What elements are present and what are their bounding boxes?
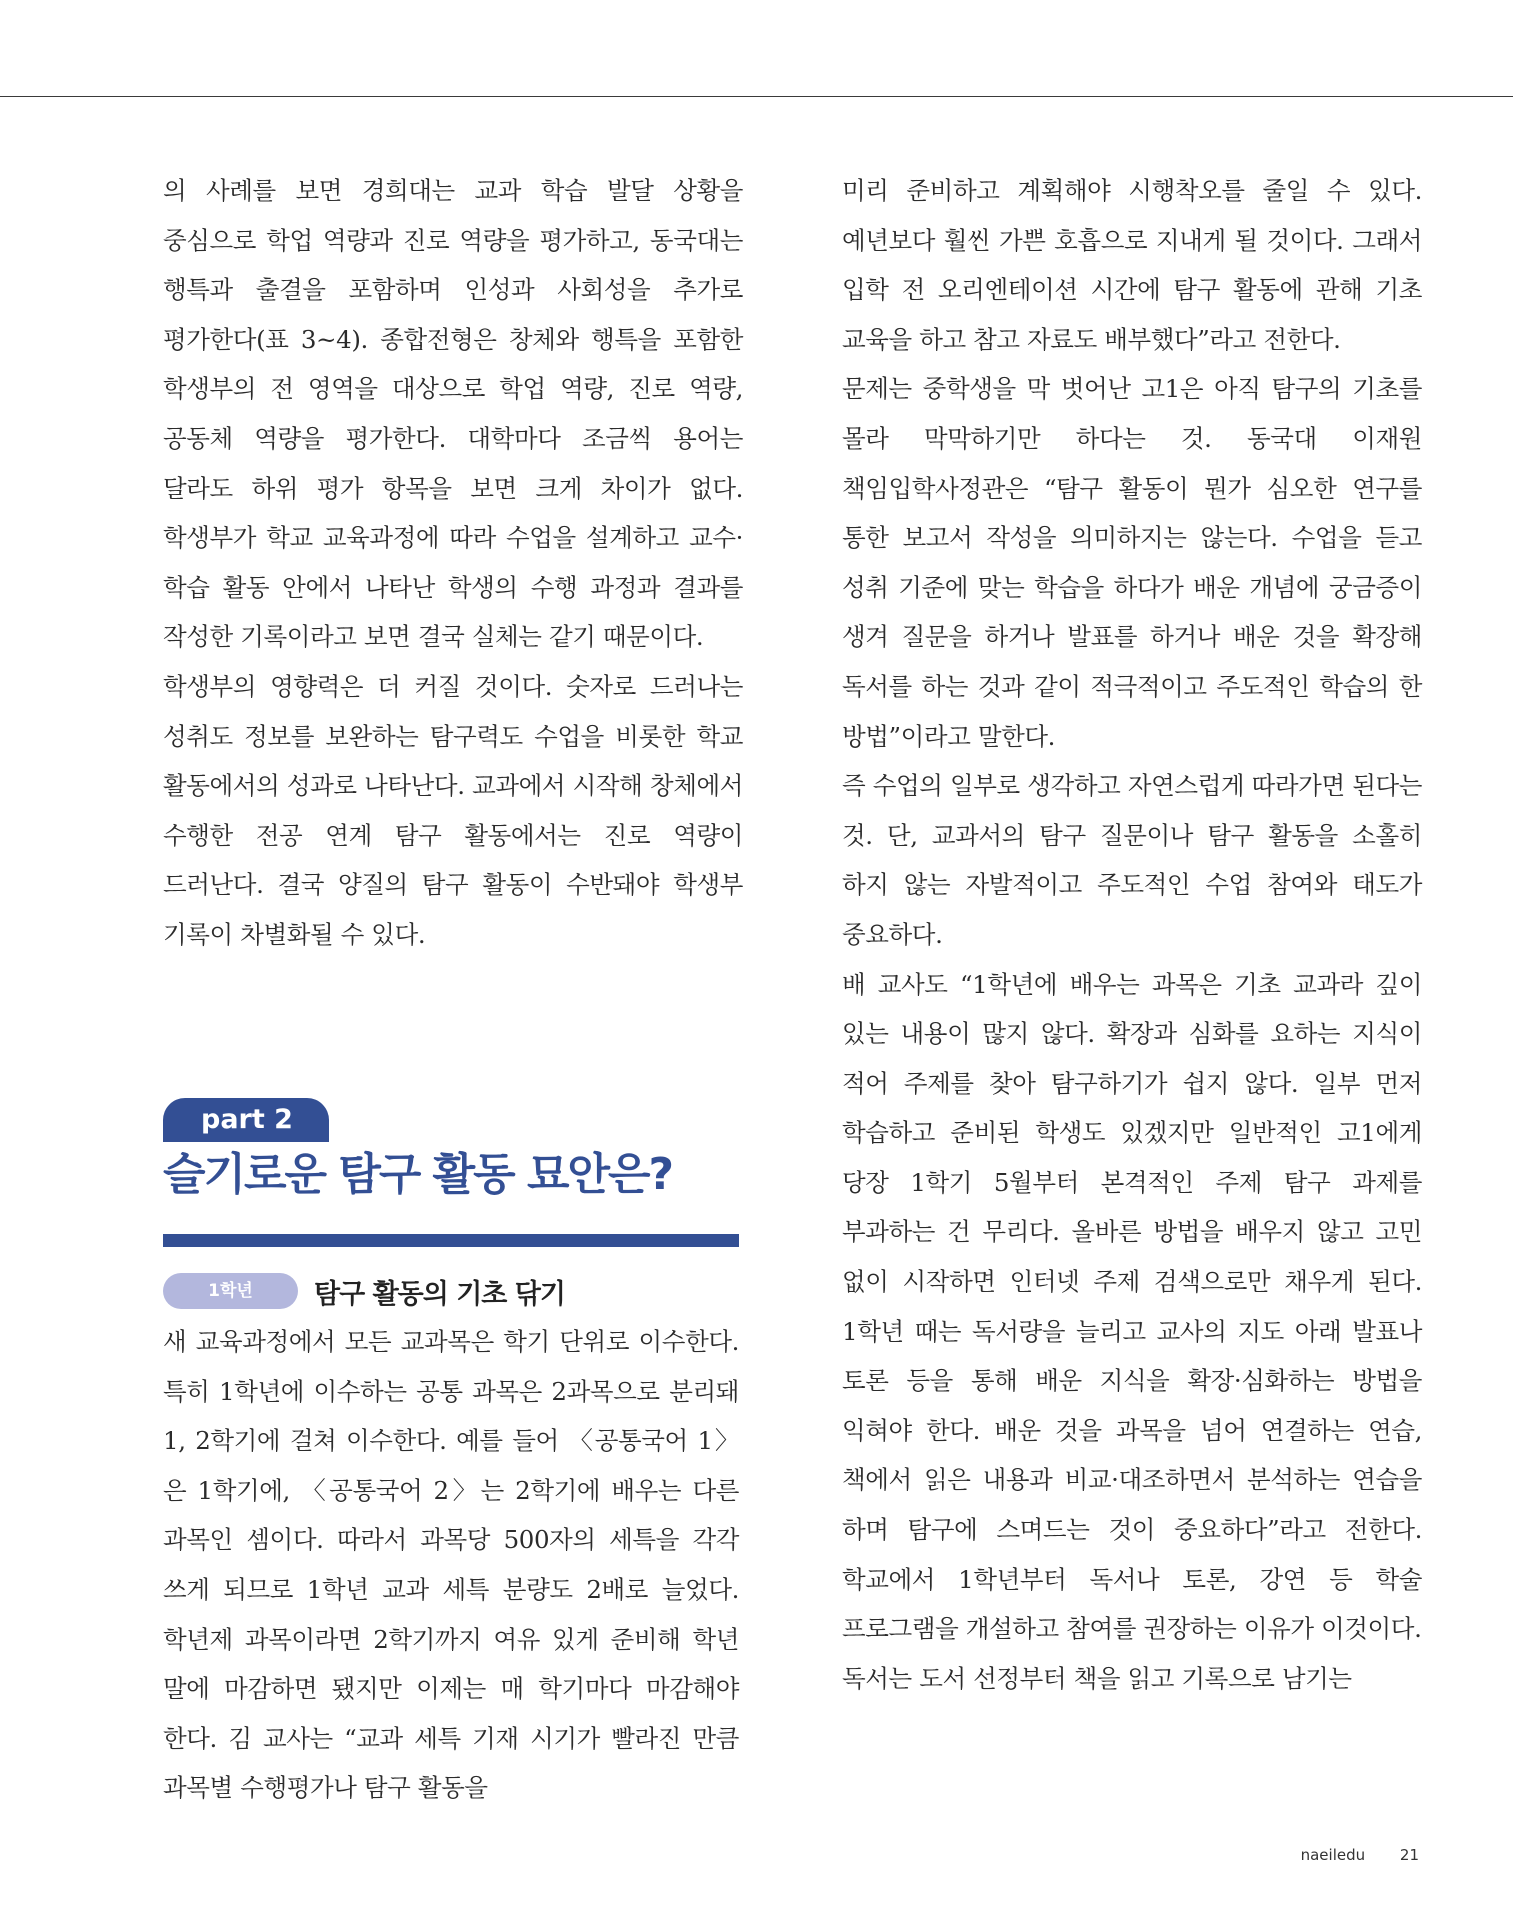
part2-section [163,1098,739,1813]
part-badge: part 2 [163,1098,329,1142]
body-paragraph: 미리 준비하고 계획해야 시행착오를 줄일 수 있다. 예년보다 훨씬 가쁜 호흡으로 지내게 될 것이다. 그래서 입학 전 오리엔테이션 시간에 탐구 활동에 관해 기초 교육을 하고 참고 자료도 배부했다”라고 전한다. [842,176,1422,354]
left-column [163,166,743,960]
header-rule [0,96,1513,97]
body-paragraph: 새 교육과정에서 모든 교과목은 학기 단위로 이수한다. 특히 1학년에 이수하는 공통 과목은 2과목으로 분리돼 1, 2학기에 걸쳐 이수한다. 예를 들어 〈공통국어 1〉은 1학기에, 〈공통국어 2〉는 2학기에 배우는 다른 과목인 셈이다. 따라서 과목당 500자의 세특을 각각 쓰게 되므로 1학년 교과 세특 분량도 2배로 늘었다. 학년제 과목이라면 2학기까지 여유 있게 준비해 학년 말에 마감하면 됐지만 이제는 매 학기마다 마감해야 한다. 김 교사는 “교과 세특 기재 시기가 빨라진 만큼 과목별 수행평가나 탐구 활동을 [163,1327,739,1803]
grade-badge: 1학년 [163,1273,298,1309]
section-title: 슬기로운 탐구 활동 묘안은? [163,1149,673,1200]
page-footer [1301,1846,1419,1864]
section-title-underline [163,1234,739,1247]
body-paragraph: 의 사례를 보면 경희대는 교과 학습 발달 상황을 중심으로 학업 역량과 진로 역량을 평가하고, 동국대는 행특과 출결을 포함하며 인성과 사회성을 추가로 평가한다(표 3~4). 종합전형은 창체와 행특을 포함한 학생부의 전 영역을 대상으로 학업 역량, 진로 역량, 공동체 역량을 평가한다. 대학마다 조금씩 용어는 달라도 하위 평가 항목을 보면 크게 차이가 없다. 학생부가 학교 교육과정에 따라 수업을 설계하고 교수·학습 활동 안에서 나타난 학생의 수행 과정과 결과를 작성한 기록이라고 보면 결국 실체는 같기 때문이다. [163,176,743,652]
footer-brand: naeiledu [1300,1846,1366,1864]
subsection-header [163,1271,739,1311]
body-paragraph: 배 교사도 “1학년에 배우는 과목은 기초 교과라 깊이 있는 내용이 많지 않다. 확장과 심화를 요하는 지식이 적어 주제를 찾아 탐구하기가 쉽지 않다. 일부 먼저 학습하고 준비된 학생도 있겠지만 일반적인 고1에게 당장 1학기 5월부터 본격적인 주제 탐구 과제를 부과하는 건 무리다. 올바른 방법을 배우지 않고 고민 없이 시작하면 인터넷 주제 검색으로만 채우게 된다. 1학년 때는 독서량을 늘리고 교사의 지도 아래 발표나 토론 등을 통해 배운 지식을 확장·심화하는 방법을 익혀야 한다. 배운 것을 과목을 넘어 연결하는 연습, 책에서 읽은 내용과 비교·대조하면서 분석하는 연습을 하며 탐구에 스며드는 것이 중요하다”라고 전한다. 학교에서 1학년부터 독서나 토론, 강연 등 학술 프로그램을 개설하고 참여를 권장하는 이유가 이것이다. [842,969,1422,1644]
section-body [163,1317,739,1813]
body-paragraph: 문제는 중학생을 막 벗어난 고1은 아직 탐구의 기초를 몰라 막막하기만 하다는 것. 동국대 이재원 책임입학사정관은 “탐구 활동이 뭔가 심오한 연구를 통한 보고서 작성을 의미하지는 않는다. 수업을 듣고 성취 기준에 맞는 학습을 하다가 배운 개념에 궁금증이 생겨 질문을 하거나 발표를 하거나 배운 것을 확장해 독서를 하는 것과 같이 적극적이고 주도적인 학습의 한 방법”이라고 말한다. [842,374,1422,751]
subsection-title: 탐구 활동의 기초 닦기 [314,1278,565,1310]
body-paragraph: 독서는 도서 선정부터 책을 읽고 기록으로 남기는 [842,1663,1352,1693]
right-column [842,166,1422,1703]
page-number: 21 [1399,1846,1419,1864]
body-paragraph: 학생부의 영향력은 더 커질 것이다. 숫자로 드러나는 성취도 정보를 보완하는 탐구력도 수업을 비롯한 학교 활동에서의 성과로 나타난다. 교과에서 시작해 창체에서 수행한 전공 연계 탐구 활동에서는 진로 역량이 드러난다. 결국 양질의 탐구 활동이 수반돼야 학생부 기록이 차별화될 수 있다. [163,671,743,949]
body-paragraph: 즉 수업의 일부로 생각하고 자연스럽게 따라가면 된다는 것. 단, 교과서의 탐구 질문이나 탐구 활동을 소홀히 하지 않는 자발적이고 주도적인 수업 참여와 태도가 중요하다. [842,771,1422,949]
